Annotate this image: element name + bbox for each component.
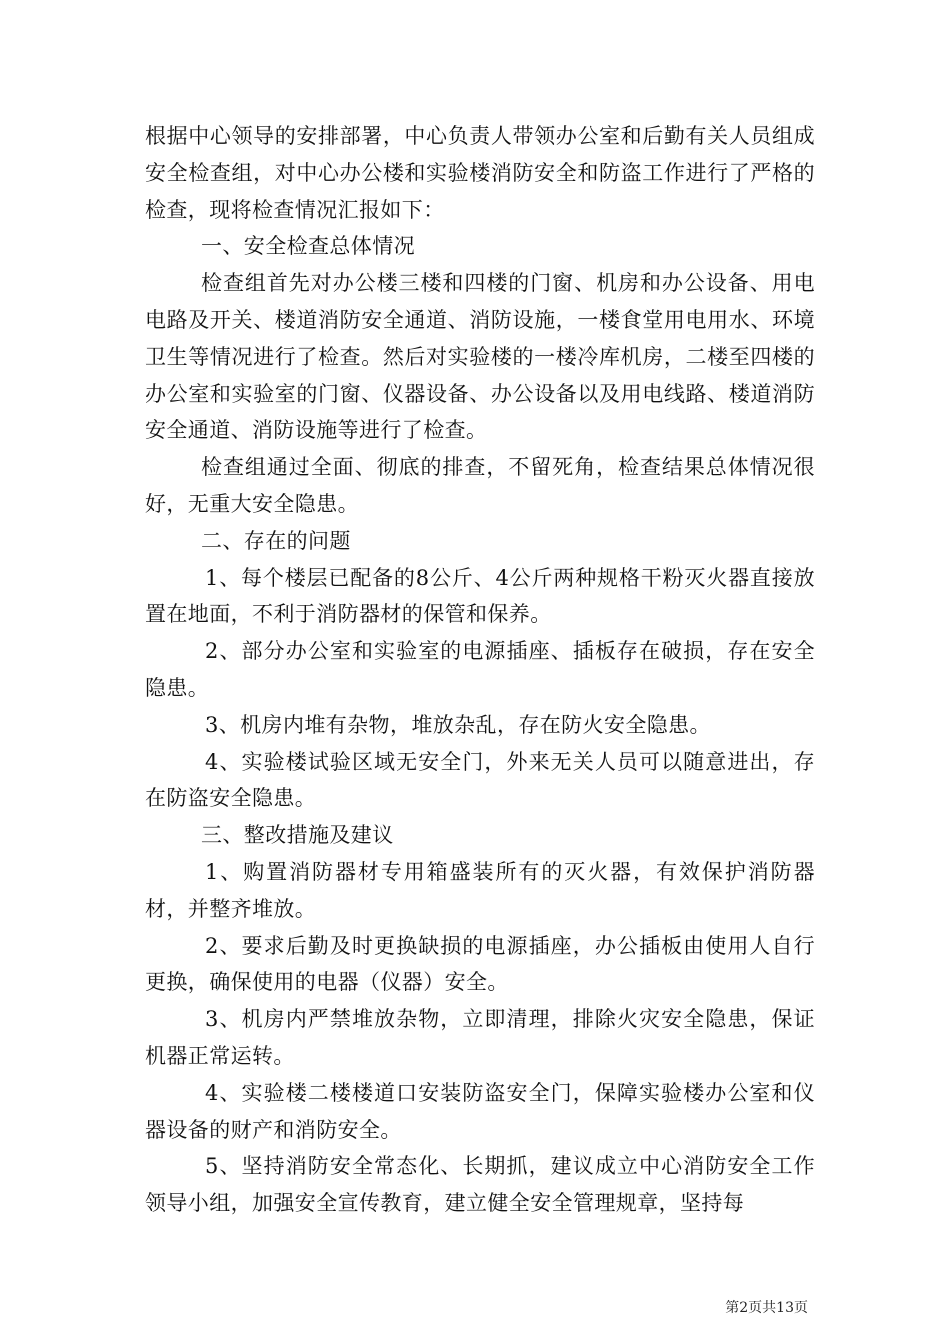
section-heading: 一、安全检查总体情况	[201, 234, 415, 259]
body-paragraph: 检查组首先对办公楼三楼和四楼的门窗、机房和办公设备、用电电路及开关、楼道消防安全通道、消防设施，一楼食堂用电用水、环境卫生等情况进行了检查。然后对实验楼的一楼冷库机房，二楼至四楼的办公室和实验室的门窗、仪器设备、办公设备以及用电线路、楼道消防安全通道、消防设施等进行了检查。	[145, 271, 815, 443]
section-heading: 二、存在的问题	[201, 528, 351, 553]
document-body	[145, 118, 815, 1222]
section-heading: 三、整改措施及建议	[201, 823, 394, 848]
issue-item: 2、部分办公室和实验室的电源插座、插板存在破损，存在安全隐患。	[145, 639, 815, 700]
body-paragraph: 检查组通过全面、彻底的排查，不留死角，检查结果总体情况很好，无重大安全隐患。	[145, 455, 815, 516]
measure-item: 1、购置消防器材专用箱盛装所有的灭火器，有效保护消防器材，并整齐堆放。	[145, 859, 815, 921]
page-number: 第2页共13页	[725, 1300, 808, 1316]
measure-item: 3、机房内严禁堆放杂物，立即清理，排除火灾安全隐患，保证机器正常运转。	[145, 1007, 815, 1068]
measure-item: 5、坚持消防安全常态化、长期抓，建议成立中心消防安全工作领导小组，加强安全宣传教育，建立健全安全管理规章，坚持每	[145, 1154, 815, 1216]
issue-item: 4、实验楼试验区域无安全门，外来无关人员可以随意进出，存在防盗安全隐患。	[145, 749, 815, 811]
intro-paragraph: 根据中心领导的安排部署，中心负责人带领办公室和后勤有关人员组成安全检查组，对中心办公楼和实验楼消防安全和防盗工作进行了严格的检查，现将检查情况汇报如下：	[145, 124, 815, 222]
issue-item: 1、每个楼层已配备的8公斤、4公斤两种规格干粉灭火器直接放置在地面，不利于消防器材的保管和保养。	[145, 565, 815, 627]
issue-item: 3、机房内堆有杂物，堆放杂乱，存在防火安全隐患。	[205, 712, 711, 737]
measure-item: 2、要求后勤及时更换缺损的电源插座，办公插板由使用人自行更换，确保使用的电器（仪器）安全。	[145, 933, 815, 995]
measure-item: 4、实验楼二楼楼道口安装防盗安全门，保障实验楼办公室和仪器设备的财产和消防安全。	[145, 1080, 815, 1142]
